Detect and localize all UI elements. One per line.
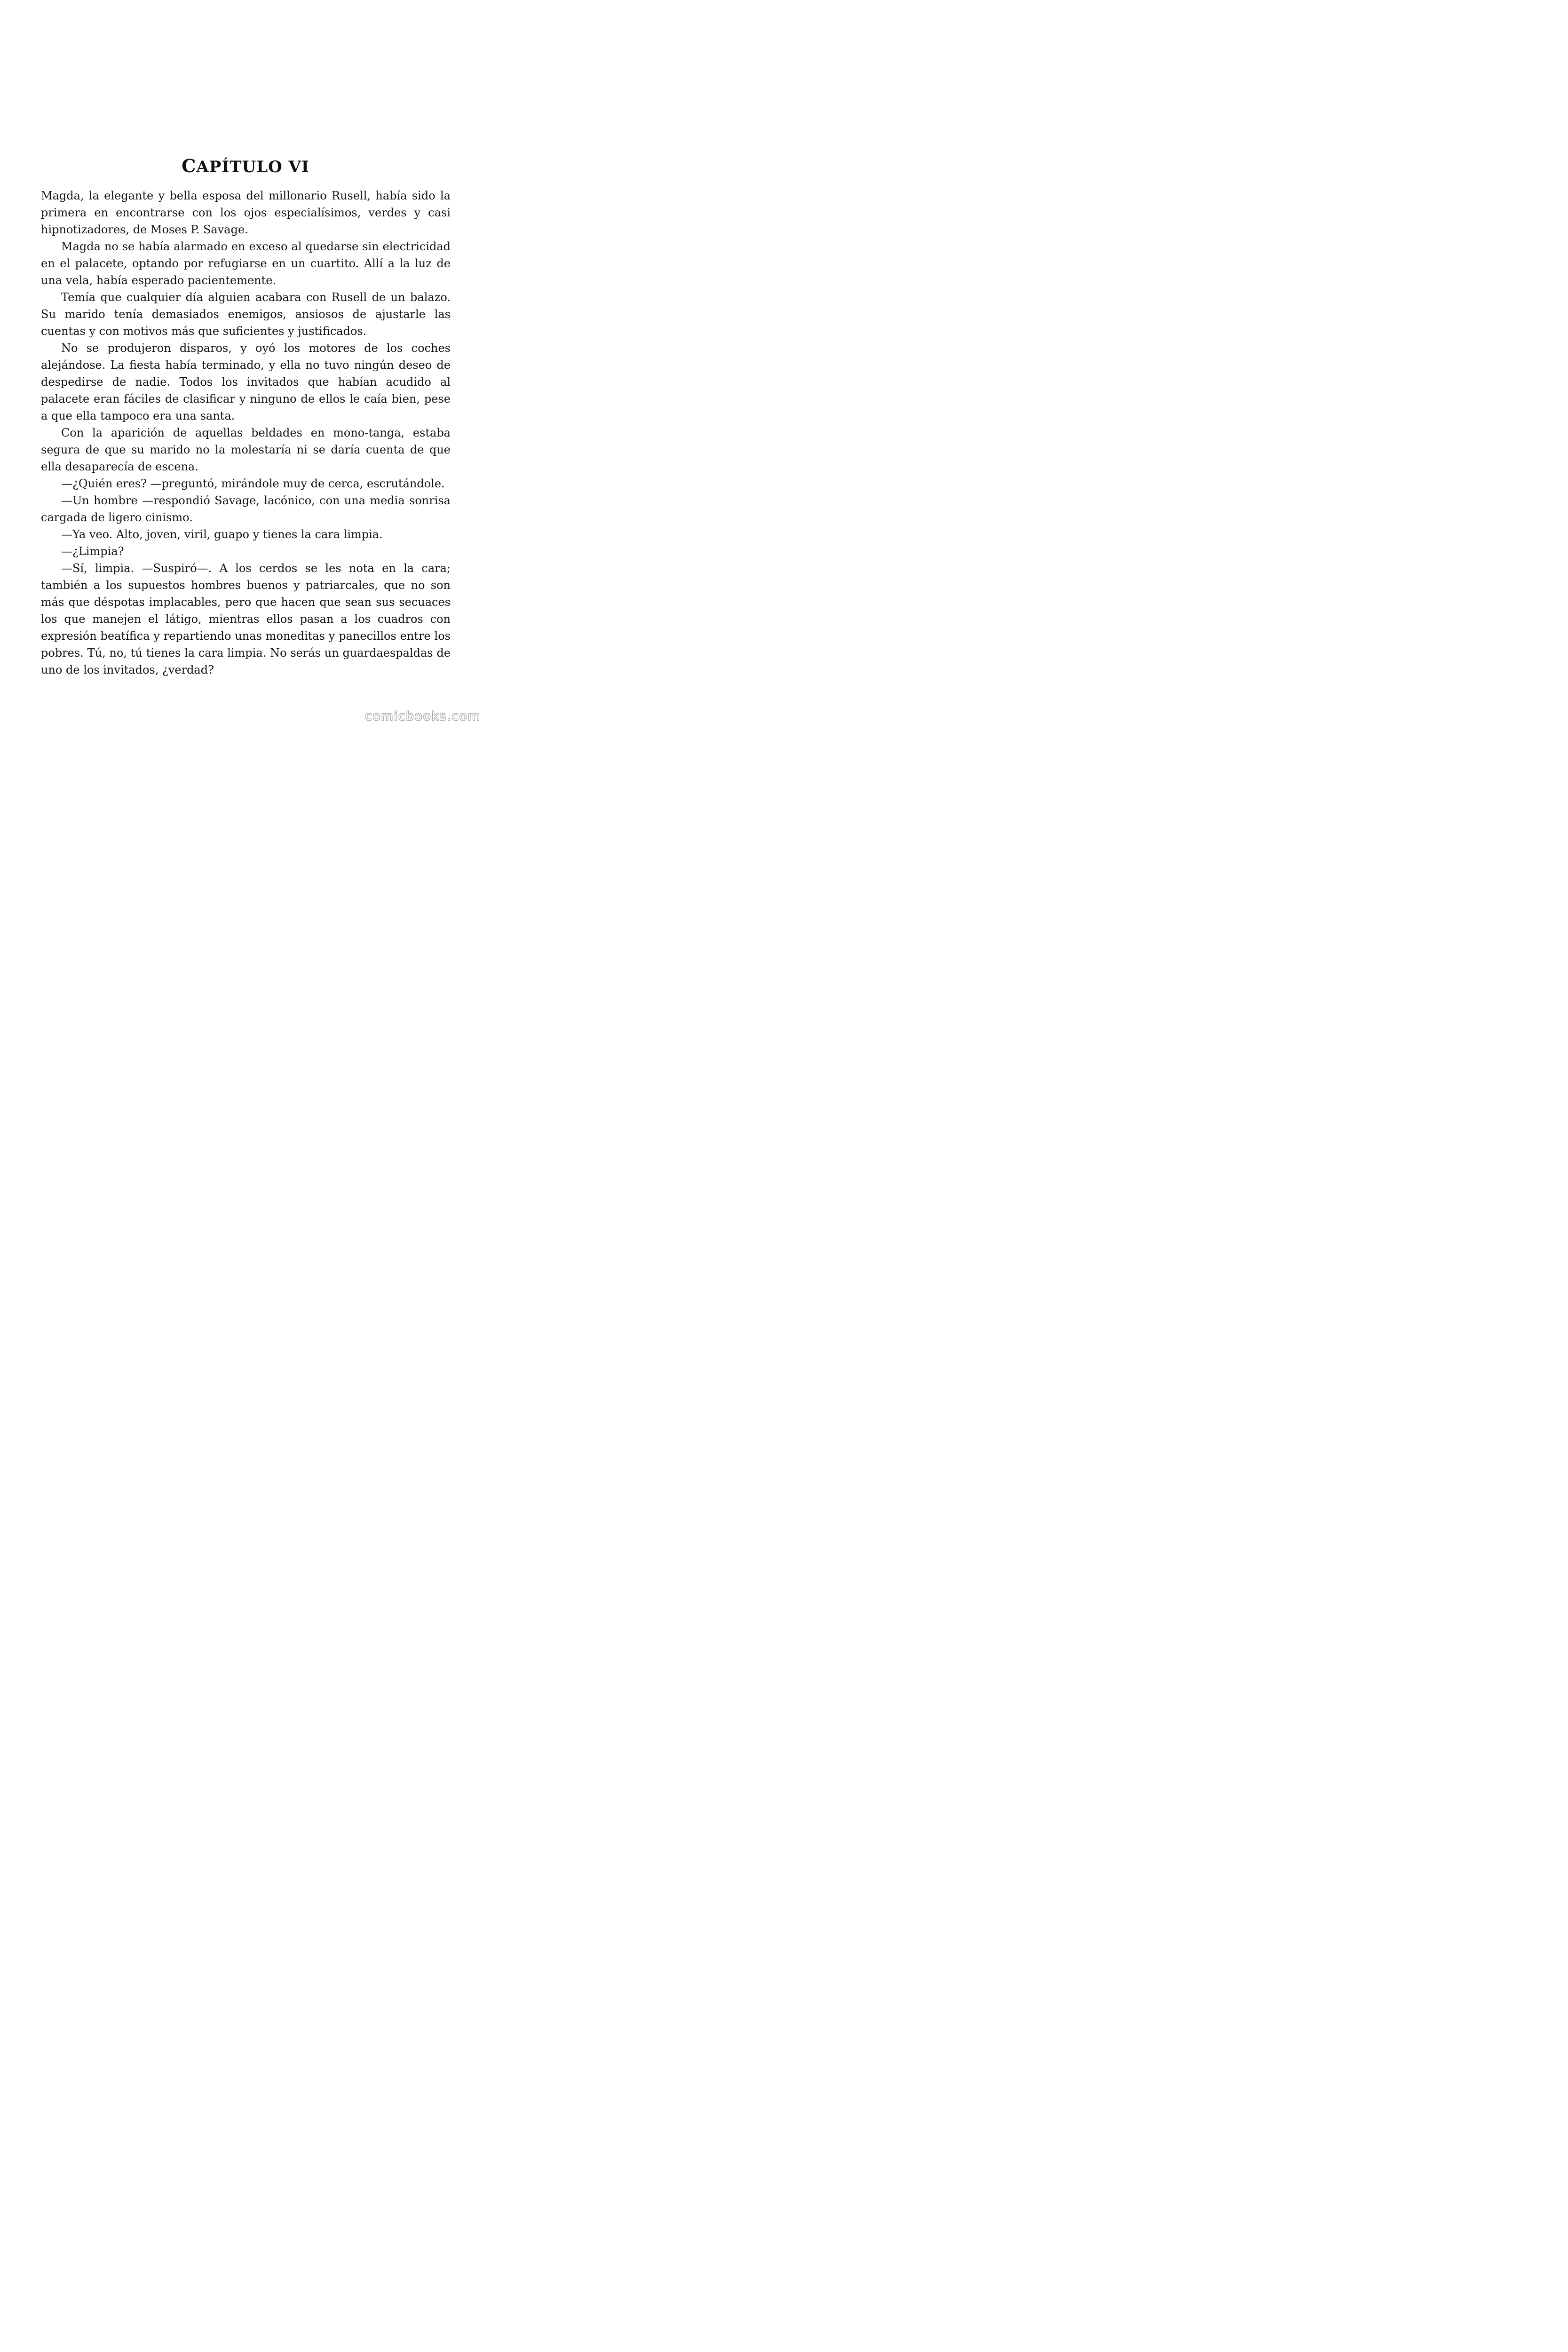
paragraph: Con la aparición de aquellas beldades en mono-tanga, estaba segura de que su marido no la molestaría ni se daría cuenta de que ella desaparecía de escena. (41, 426, 451, 473)
paragraph: —Ya veo. Alto, joven, viril, guapo y tienes la cara limpia. (61, 528, 383, 541)
chapter-body (41, 187, 451, 678)
chapter-title (0, 156, 491, 177)
chapter-title-rest: APÍTULO VI (196, 157, 309, 176)
chapter-title-initial: C (182, 155, 197, 176)
paragraph: —¿Quién eres? —preguntó, mirándole muy de cerca, escrutándole. (61, 477, 445, 490)
paragraph: Magda, la elegante y bella esposa del millonario Rusell, había sido la primera en encontrarse con los ojos especialísimos, verdes y casi hipnotizadores, de Moses P. Savage. (41, 189, 451, 236)
book-page (0, 0, 491, 737)
paragraph: —Un hombre —respondió Savage, lacónico, con una media sonrisa cargada de ligero cinismo. (41, 494, 451, 524)
paragraph: —Sí, limpia. —Suspiró—. A los cerdos se les nota en la cara; también a los supuestos hombres buenos y patriarcales, que no son más que déspotas implacables, pero que hacen que sean sus secuaces los que manejen el látigo, mientras ellos pasan a los cuadros con expresión beatífica y repartiendo unas moneditas y panecillos entre los pobres. Tú, no, tú tienes la cara limpia. No serás un guardaespaldas de uno de los invitados, ¿verdad? (41, 562, 451, 676)
paragraph: —¿Limpia? (61, 545, 124, 558)
paragraph: Temía que cualquier día alguien acabara con Rusell de un balazo. Su marido tenía demasiados enemigos, ansiosos de ajustarle las cuentas y con motivos más que suficientes y justificados. (41, 291, 451, 338)
paragraph: No se produjeron disparos, y oyó los motores de los coches alejándose. La fiesta había terminado, y ella no tuvo ningún deseo de despedirse de nadie. Todos los invitados que habían acudido al palacete eran fáciles de clasificar y ninguno de ellos le caía bien, pese a que ella tampoco era una santa. (41, 342, 451, 422)
paragraph: Magda no se había alarmado en exceso al quedarse sin electricidad en el palacete, optando por refugiarse en un cuartito. Allí a la luz de una vela, había esperado pacientemente. (41, 240, 451, 287)
watermark: comicbooks.com (365, 709, 481, 723)
